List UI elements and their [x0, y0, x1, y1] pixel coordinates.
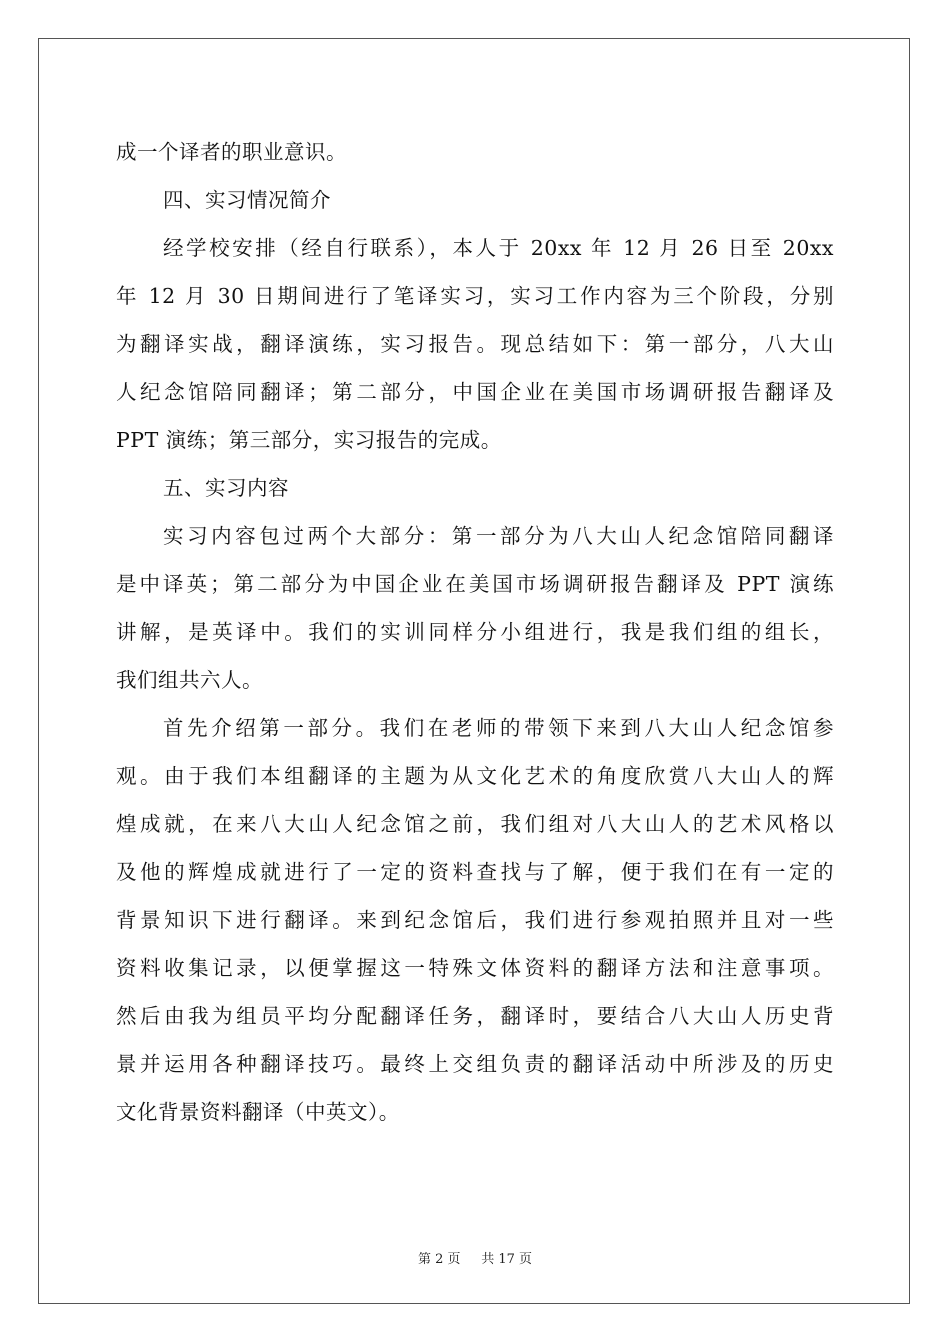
text-line: 文化背景资料翻译（中英文）。	[116, 1100, 400, 1124]
text-line: 首先介绍第一部分。我们在老师的带领下来到八大山人纪念馆参	[163, 716, 834, 740]
text-line: 年 12 月 30 日期间进行了笔译实习，实习工作内容为三个阶段，分别	[116, 284, 834, 308]
text-line: 背景知识下进行翻译。来到纪念馆后，我们进行参观拍照并且对一些	[116, 908, 834, 932]
text-line: 观。由于我们本组翻译的主题为从文化艺术的角度欣赏八大山人的辉	[116, 764, 834, 788]
text-line: 成一个译者的职业意识。	[116, 140, 347, 164]
text-line: 我们组共六人。	[116, 668, 263, 692]
text-line: 然后由我为组员平均分配翻译任务，翻译时，要结合八大山人历史背	[116, 1004, 834, 1028]
text-line: 经学校安排（经自行联系），本人于 20xx 年 12 月 26 日至 20xx	[163, 236, 834, 260]
document-body	[116, 128, 834, 1136]
text-line: 四、实习情况简介	[163, 188, 331, 212]
text-line: 人纪念馆陪同翻译；第二部分，中国企业在美国市场调研报告翻译及	[116, 380, 834, 404]
text-line: 资料收集记录，以便掌握这一特殊文体资料的翻译方法和注意事项。	[116, 956, 834, 980]
page-footer	[0, 1248, 950, 1267]
text-line: 是中译英；第二部分为中国企业在美国市场调研报告翻译及 PPT 演练	[116, 572, 834, 596]
text-line: 及他的辉煌成就进行了一定的资料查找与了解，便于我们在有一定的	[116, 860, 834, 884]
text-line: 实习内容包过两个大部分：第一部分为八大山人纪念馆陪同翻译	[163, 524, 834, 548]
text-line: 为翻译实战，翻译演练，实习报告。现总结如下：第一部分，八大山	[116, 332, 834, 356]
text-line: 煌成就，在来八大山人纪念馆之前，我们组对八大山人的艺术风格以	[116, 812, 834, 836]
page-number: 第 2 页	[417, 1252, 461, 1267]
text-line: 景并运用各种翻译技巧。最终上交组负责的翻译活动中所涉及的历史	[116, 1052, 834, 1076]
page-total: 共 17 页	[481, 1252, 533, 1267]
text-line: PPT 演练；第三部分，实习报告的完成。	[116, 428, 502, 452]
text-line: 讲解，是英译中。我们的实训同样分小组进行，我是我们组的组长，	[116, 620, 834, 644]
text-line: 五、实习内容	[163, 476, 289, 500]
